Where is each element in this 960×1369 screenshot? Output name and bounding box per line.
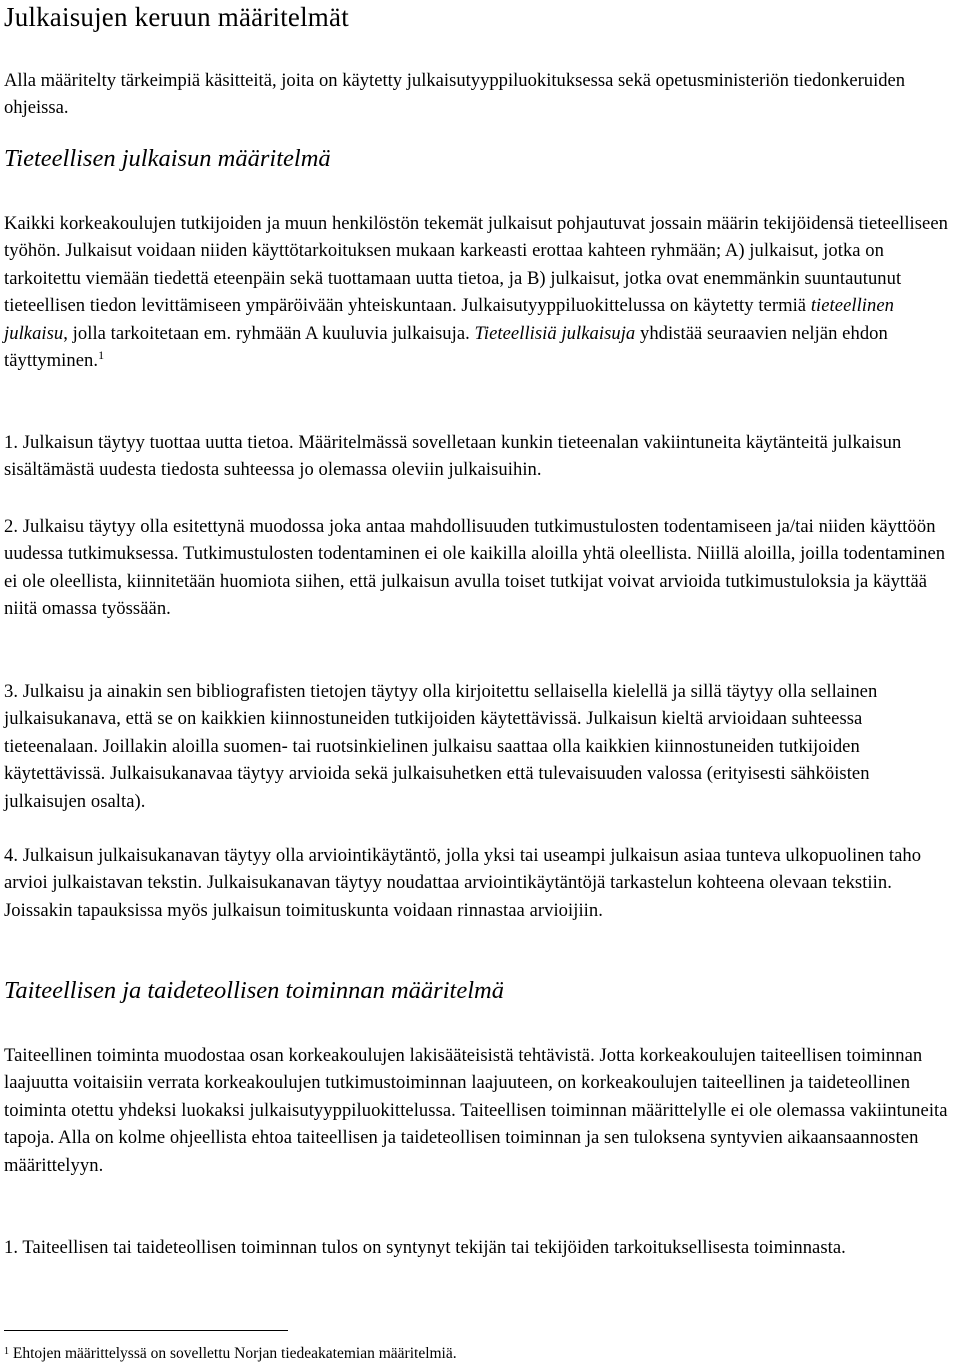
- section-heading-scientific: Tieteellisen julkaisun määritelmä: [4, 145, 331, 172]
- artistic-definition-paragraph: Taiteellinen toiminta muodostaa osan korkeakoulujen lakisääteisistä tehtävistä. Jotta korkeakoulujen taiteellisen toiminnan laajuutta voitaisiin verrata korkeakoulujen tutkimustoiminnan laajuuteen, on korkeakoulujen taiteellinen ja taideteollinen toiminta otettu yhdeksi luokaksi julkaisutyyppiluokittelussa. Taiteellisen toiminnan määrittelylle ei ole olemassa vakiintuneita tapoja. Alla on kolme ohjeellista ehtoa taiteellisen ja taideteollisen toiminnan ja sen tuloksena syntyvien aikaansaannosten määrittelyyn.: [4, 1045, 948, 1176]
- artistic-criterion-item-1: 1. Taiteellisen tai taideteollisen toiminnan tulos on syntynyt tekijän tai tekijöiden tarkoituksellisesta toiminnasta.: [4, 1237, 846, 1258]
- intro-paragraph: Alla määritelty tärkeimpiä käsitteitä, joita on käytetty julkaisutyyppiluokituksessa sekä opetusministeriön tiedonkeruiden ohjeissa.: [4, 70, 906, 118]
- criterion-item-4: 4. Julkaisun julkaisukanavan täytyy olla arviointikäytäntö, jolla yksi tai useampi julkaisun asiaa tunteva ulkopuolinen taho arvioi julkaistavan tekstin. Julkaisukanavan täytyy noudattaa arviointikäytäntöjä tarkastelun kohteena olevaan tekstiin. Joissakin tapauksissa myös julkaisun toimituskunta voidaan rinnastaa arvioijiin.: [4, 845, 922, 921]
- footnote-separator: [4, 1330, 288, 1331]
- footnote-reference[interactable]: 1: [98, 348, 105, 363]
- paragraph-text: Kaikki korkeakoulujen tutkijoiden ja muun henkilöstön tekemät julkaisut pohjautuvat jossain määrin tekijöidensä tieteelliseen työhön. Julkaisut voidaan niiden käyttötarkoituksen mukaan karkeasti erottaa kahteen ryhmään; A) julkaisut, jotka on tarkoitettu viemään tiedettä eteenpäin sekä tuottamaan uutta tietoa, ja B) julkaisut, jotka ovat enemmänkin suuntautunut tieteellisen tiedon levittämiseen ympäröivään yhteiskuntaan. Julkaisutyyppiluokittelussa on käytetty termiä: [4, 213, 948, 317]
- term-scientific-publication: tieteellinen julkaisu: [4, 295, 895, 344]
- page-title: Julkaisujen keruun määritelmät: [4, 2, 349, 32]
- criterion-item-2: 2. Julkaisu täytyy olla esitettynä muodossa joka antaa mahdollisuuden tutkimustulosten todentamiseen ja/tai niiden käyttöön uudessa tutkimuksessa. Tutkimustulosten todentaminen ei ole kaikilla aloilla yhtä oleellista. Niillä aloilla, joilla todentaminen ei ole oleellista, kiinnitetään huomiota siihen, että julkaisun avulla toiset tutkijat voivat arvioida tutkimustuloksia ja käyttää niitä omassa työssään.: [4, 516, 946, 620]
- footnote-text: Ehtojen määrittelyssä on sovellettu Norjan tiedeakatemian määritelmiä.: [12, 1345, 457, 1362]
- criterion-item-1: 1. Julkaisun täytyy tuottaa uutta tietoa. Määritelmässä sovelletaan kunkin tieteenalan vakiintuneita käytänteitä julkaisun sisältämästä uudesta tiedosta suhteessa jo olemassa oleviin julkaisuihin.: [4, 432, 902, 481]
- paragraph-text: , jolla tarkoitetaan em. ryhmään A kuuluvia julkaisuja.: [63, 322, 475, 344]
- footnote-marker: 1: [4, 1346, 9, 1357]
- scientific-definition-paragraph: [4, 210, 956, 374]
- criterion-item-3: 3. Julkaisu ja ainakin sen bibliografisten tietojen täytyy olla kirjoitettu sellaisella kielellä ja sillä täytyy olla sellainen julkaisukanava, että se on kaikkien kiinnostuneiden tutkijoiden käytettävissä. Julkaisun kieltä arvioidaan suhteessa tieteenalaan. Joillakin aloilla suomen- tai ruotsinkielinen julkaisu saattaa olla kaikkien kiinnostuneiden tutkijoiden käytettävissä. Julkaisukanavaa täytyy arvioida sekä julkaisuhetken että tulevaisuuden valossa (erityisesti sähköisten julkaisujen osalta).: [4, 681, 878, 812]
- footnote: [4, 1344, 457, 1364]
- term-scientific-publications: Tieteellisiä julkaisuja: [474, 322, 636, 344]
- section-heading-artistic: Taiteellisen ja taideteollisen toiminnan määritelmä: [4, 977, 504, 1004]
- paragraph-text: yhdistää seuraavien neljän ehdon täyttyminen.: [4, 322, 888, 372]
